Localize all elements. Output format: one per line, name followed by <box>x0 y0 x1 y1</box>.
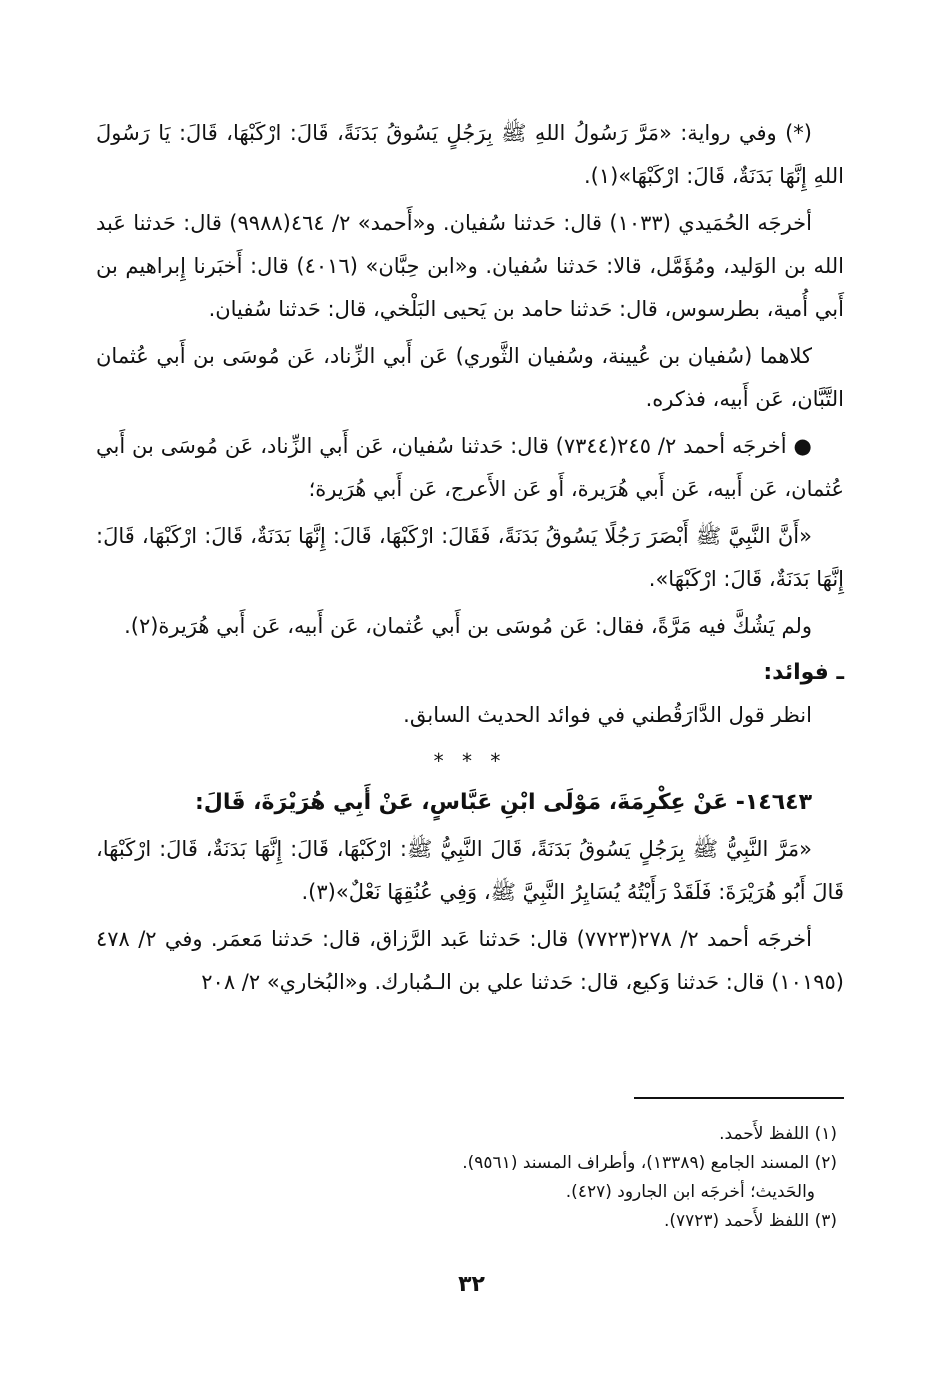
note-paragraph: ولم يَشُكَّ فيه مَرَّةً، فقال: عَن مُوسَى بن أَبي عُثمان، عَن أَبيه، عَن أَبي هُرَيرة(٢). <box>124 614 812 638</box>
page-number: ٣٢ <box>458 1272 485 1297</box>
takhrij-ahmad-paragraph: ● أخرجَه أحمد ٢/ ٢٤٥(٧٣٤٤) قال: حَدثنا سُفيان، عَن أَبي الزِّناد، عَن مُوسَى بن أَبي عُثمان، عَن أَبيه، عَن أَبي هُرَيرة، أَو عَن الأَعرج، عَن أَبي هُرَيرة؛ <box>96 434 844 501</box>
footnote-divider <box>634 1097 844 1099</box>
hadith-text-paragraph-2: «مَرَّ النَّبِيُّ ﷺ بِرَجُلٍ يَسُوقُ بَدَنَةً، قَالَ النَّبِيُّ ﷺ: ارْكَبْهَا، قَالَ: إِنَّهَا بَدَنَةٌ، قَالَ: ارْكَبْهَا، قَالَ أَبُو هُرَيْرَةَ: فَلَقَدْ رَأَيْتُهُ يُسَايِرُ النَّبِيَّ ﷺ، وَفِي عُنُقِهَا نَعْلٌ»(٣). <box>96 837 844 904</box>
footnote-2-continuation: والحَديث؛ أخرجَه ابن الجارود (٤٢٧). <box>565 1182 815 1202</box>
footnotes <box>97 1120 837 1236</box>
fawaid-heading: ـ فوائد: <box>763 660 844 685</box>
chain-paragraph: كلاهما (سُفيان بن عُيينة، وسُفيان الثَّوري) عَن أَبي الزِّناد، عَن مُوسَى بن أَبي عُثمان التَّبَّان، عَن أَبيه، فذكره. <box>96 344 844 411</box>
footnote-3: (٣) اللفظ لأَحمد (٧٧٢٣). <box>663 1211 837 1231</box>
footnote-1: (١) اللفظ لأَحمد. <box>719 1124 837 1144</box>
narration-paragraph: (*) وفي رواية: «مَرَّ رَسُولُ اللهِ ﷺ بِرَجُلٍ يَسُوقُ بَدَنَةً، قَالَ: ارْكَبْهَا، قَالَ: يَا رَسُولَ اللهِ إِنَّهَا بَدَنَةٌ، قَالَ: ارْكَبْهَا»(١). <box>96 121 844 188</box>
takhrij-paragraph: أخرجَه الحُمَيدي (١٠٣٣) قال: حَدثنا سُفيان. و«أَحمد» ٢/ ٤٦٤(٩٩٨٨) قال: حَدثنا عَبد الله بن الوَليد، ومُؤَمَّل، قالا: حَدثنا سُفيان. و«ابن حِبَّان» (٤٠١٦) قال: أَخبَرنا إِبراهيم بن أَبي أُمية، بطرسوس، قال: حَدثنا حامد بن يَحيى البَلْخي، قال: حَدثنا سُفيان. <box>96 211 844 321</box>
section-separator: * * * <box>433 749 507 773</box>
fawaid-paragraph: انظر قول الدَّارَقُطني في فوائد الحديث السابق. <box>403 703 812 727</box>
hadith-text-paragraph: «أَنَّ النَّبِيَّ ﷺ أَبْصَرَ رَجُلًا يَسُوقُ بَدَنَةً، فَقَالَ: ارْكَبْهَا، قَالَ: إِنَّهَا بَدَنَةٌ، قَالَ: ارْكَبْهَا، قَالَ: إِنَّهَا بَدَنَةٌ، قَالَ: ارْكَبْهَا». <box>96 524 844 591</box>
footnote-2: (٢) المسند الجامع (١٣٣٨٩)، وأطراف المسند (٩٥٦١). <box>462 1153 837 1173</box>
takhrij-paragraph-2: أخرجَه أحمد ٢/ ٢٧٨(٧٧٢٣) قال: حَدثنا عَبد الرَّزاق، قال: حَدثنا مَعمَر. وفي ٢/ ٤٧٨ (١٠١٩٥) قال: حَدثنا وَكيع، قال: حَدثنا علي بن الـمُبارك. و«البُخاري» ٢/ ٢٠٨ <box>96 927 844 994</box>
main-text <box>96 112 844 1008</box>
hadith-header: ١٤٦٤٣- عَنْ عِكْرِمَةَ، مَوْلَى ابْنِ عَبَّاسٍ، عَنْ أَبِي هُرَيْرَةَ، قَالَ: <box>194 790 812 815</box>
